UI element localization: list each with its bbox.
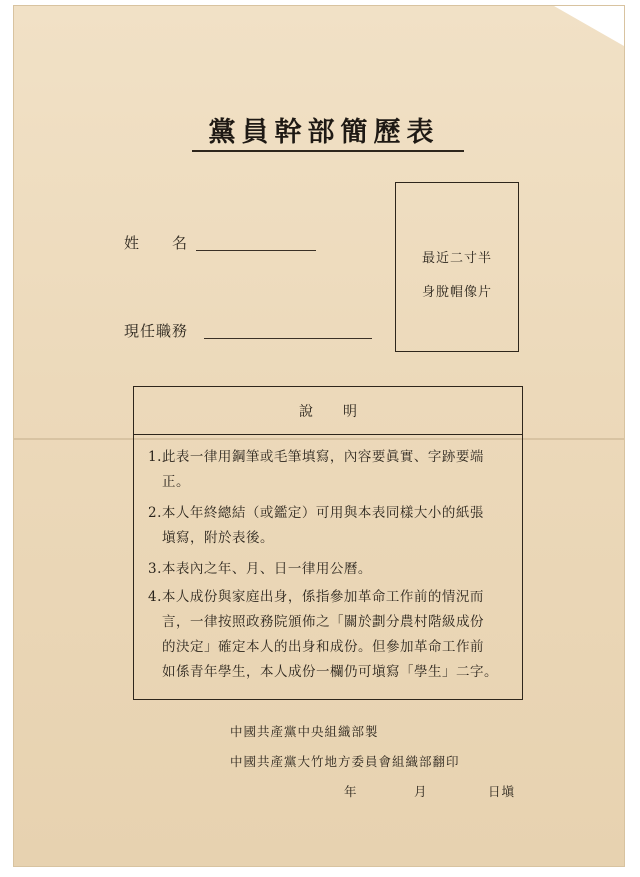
photo-box [395,182,519,352]
date-day-filled-label: 日塡 [488,784,516,799]
position-label: 現任職務 [124,322,189,340]
note-1-line-2: 正。 [162,474,190,490]
note-item-4 [148,585,510,685]
date-month-label: 月 [414,784,428,799]
date-year-label: 年 [344,784,358,799]
form-title: 黨員幹部簡歷表 [208,117,440,148]
printer-line: 中國共產黨大竹地方委員會組織部翻印 [230,754,460,769]
name-label: 姓 名 [124,234,189,252]
note-4-line-1: 4.本人成份與家庭出身，係指參加革命工作前的情況而 [148,589,484,605]
instructions-heading: 說明 [299,404,387,420]
note-2-line-1: 2.本人年終總結（或鑑定）可用與本表同樣大小的紙張 [148,505,484,521]
note-1-line-1: 1.此表一律用鋼筆或毛筆填寫，內容要眞實、字跡要端 [148,449,484,465]
note-item-1 [148,445,510,495]
photo-instruction-line-1: 最近二寸半 [421,251,492,266]
instructions-divider [134,434,522,435]
note-4-line-2: 言，一律按照政務院頒佈之「關於劃分農村階級成份 [162,614,484,630]
photo-instruction-line-2: 身脫帽像片 [421,285,492,300]
name-field[interactable] [196,250,316,251]
position-field[interactable] [204,338,372,339]
note-3-line-1: 3.本表內之年、月、日一律用公曆。 [148,561,372,577]
note-item-2 [148,501,510,551]
folded-corner [554,6,624,46]
title-underline [192,150,464,152]
note-4-line-4: 如係青年學生，本人成份一欄仍可塡寫「學生」二字。 [162,664,498,680]
issuer-line: 中國共產黨中央組織部製 [230,724,379,739]
form-sheet [14,6,624,866]
note-item-3 [148,557,510,582]
note-2-line-2: 塡寫，附於表後。 [162,530,274,546]
note-4-line-3: 的決定」確定本人的出身和成份。但參加革命工作前 [162,639,484,655]
instructions-box [133,386,523,700]
